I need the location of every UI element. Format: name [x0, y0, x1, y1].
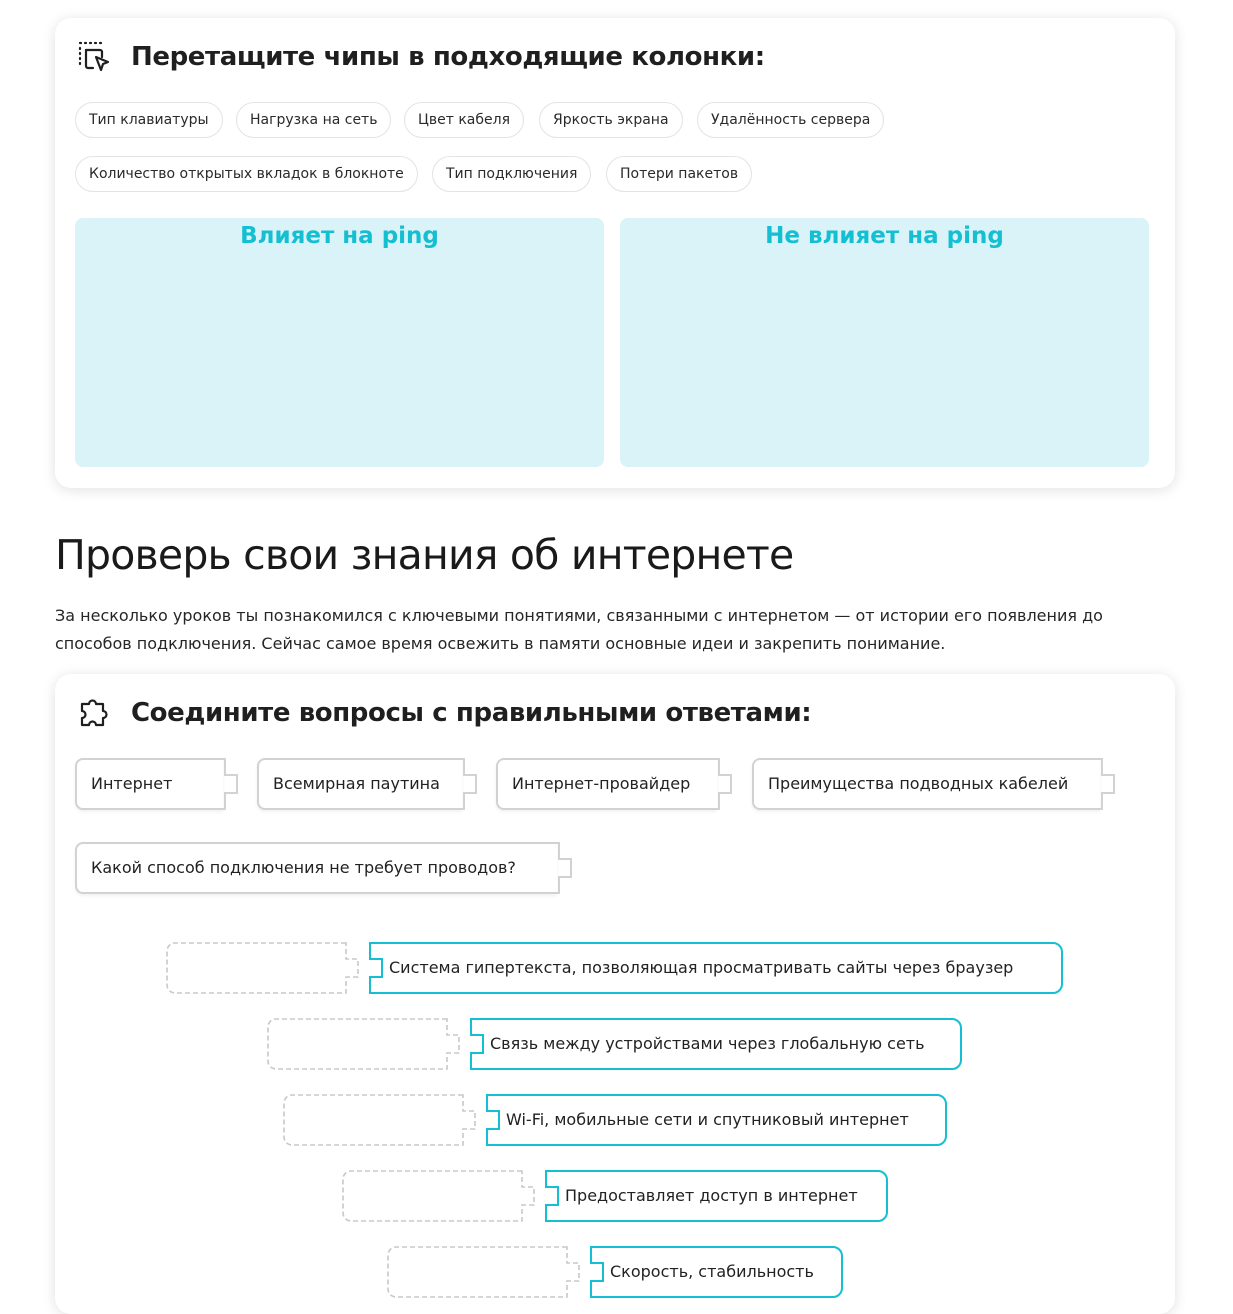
question-internet[interactable] [75, 758, 223, 810]
question-wireless-label: Какой способ подключения не требует проводов? [91, 858, 516, 877]
puzzle-piece-icon [77, 696, 113, 736]
answer-slot[interactable] [387, 1246, 580, 1298]
answer-cables-advantages [590, 1246, 844, 1298]
answer-www-definition [369, 942, 1064, 994]
answer-internet-definition-text: Связь между устройствами через глобальную сеть [490, 1034, 925, 1053]
answer-wireless-methods-text: Wi-Fi, мобильные сети и спутниковый интернет [506, 1110, 909, 1129]
chip-packet-loss[interactable]: Потери пакетов [606, 156, 752, 192]
matching-task-title: Соедините вопросы с правильными ответами: [131, 698, 812, 728]
answer-slot[interactable] [267, 1018, 460, 1070]
answer-slot[interactable] [166, 942, 359, 994]
matching-task-card [55, 674, 1175, 1314]
question-isp[interactable] [496, 758, 717, 810]
chip-network-load[interactable]: Нагрузка на сеть [236, 102, 391, 138]
question-www-label: Всемирная паутина [273, 774, 440, 793]
answer-slot[interactable] [283, 1094, 476, 1146]
answer-wireless-methods [486, 1094, 948, 1146]
chip-notepad-tabs[interactable]: Количество открытых вкладок в блокноте [75, 156, 418, 192]
dropzone-affects-ping-title: Влияет на ping [240, 223, 439, 249]
question-internet-label: Интернет [91, 774, 173, 793]
question-world-wide-web[interactable] [257, 758, 462, 810]
chip-cable-color[interactable]: Цвет кабеля [404, 102, 524, 138]
question-undersea-cables[interactable] [752, 758, 1100, 810]
answer-isp-definition-text: Предоставляет доступ в интернет [565, 1186, 858, 1205]
chip-screen-brightness[interactable]: Яркость экрана [539, 102, 683, 138]
section-intro: За несколько уроков ты познакомился с ключевыми понятиями, связанными с интернетом — от истории его появления до способов подключения. Сейчас самое время освежить в памяти основные идеи и закрепить понимание. [55, 606, 1103, 653]
dropzone-not-affects-ping-title: Не влияет на ping [765, 223, 1004, 249]
chip-connection-type[interactable]: Тип подключения [432, 156, 591, 192]
question-cables-label: Преимущества подводных кабелей [768, 774, 1069, 793]
sorting-task-card [55, 18, 1175, 488]
answer-isp-definition [545, 1170, 889, 1222]
answer-www-definition-text: Система гипертекста, позволяющая просматривать сайты через браузер [389, 958, 1014, 977]
section-heading: Проверь свои знания об интернете [55, 531, 794, 579]
question-wireless[interactable] [75, 842, 557, 894]
answer-cables-advantages-text: Скорость, стабильность [610, 1262, 814, 1281]
question-isp-label: Интернет-провайдер [512, 774, 691, 793]
dropzone-affects-ping[interactable] [75, 218, 604, 467]
chip-server-distance[interactable]: Удалённость сервера [697, 102, 884, 138]
sorting-task-title: Перетащите чипы в подходящие колонки: [131, 42, 765, 72]
answer-slot[interactable] [342, 1170, 535, 1222]
drag-cursor-icon [77, 40, 113, 80]
chip-keyboard-type[interactable]: Тип клавиатуры [75, 102, 223, 138]
answer-internet-definition [470, 1018, 963, 1070]
dropzone-not-affects-ping[interactable] [620, 218, 1149, 467]
